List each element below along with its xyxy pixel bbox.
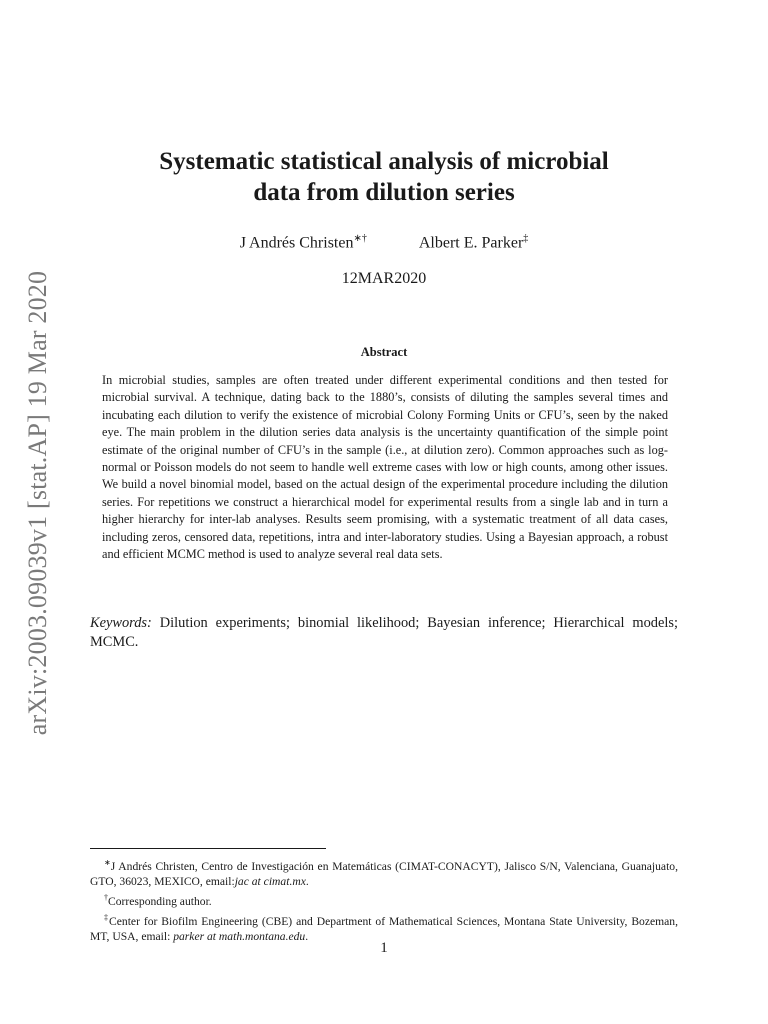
keywords-paragraph [90, 614, 678, 652]
footnote-3-email: parker at math.montana.edu [173, 929, 306, 943]
keywords-label: Keywords: [90, 615, 152, 631]
page-number: 1 [380, 940, 388, 956]
footnote-3-end: . [305, 929, 309, 943]
arxiv-identifier-stamp [18, 268, 58, 738]
footnote-3-text: Center for Biofilm Engineering (CBE) and Department of Mathematical Sciences, Montana State University, Bozeman, MT, USA, email: [90, 914, 678, 943]
title-line-2: data from dilution series [253, 179, 515, 206]
footnote-1-email: jac at cimat.mx [234, 875, 306, 889]
footnote-2-text: Corresponding author. [108, 894, 212, 908]
author-1-marks: ∗† [353, 233, 367, 244]
keywords-text: Dilution experiments; binomial likelihood; Bayesian inference; Hierarchical models; MCMC. [90, 615, 678, 650]
author-2-name: Albert E. Parker [418, 234, 524, 252]
paper-title [90, 146, 678, 208]
footnote-2-mark: † [104, 893, 108, 903]
title-line-1: Systematic statistical analysis of microbial [159, 148, 609, 175]
footnotes [90, 855, 678, 945]
footnote-3-mark: ‡ [104, 912, 110, 922]
footnote-1-mark: ∗ [104, 858, 111, 867]
footnote-1-end: . [305, 875, 309, 889]
abstract-body: In microbial studies, samples are often treated under different experimental conditions and then tested for microbial survival. A technique, dating back to the 1880’s, consists of diluting the samples several times and incubating each dilution to verify the existence of microbial Colony Forming Units or CFU’s, seen by the naked eye. The main problem in the dilution series data analysis is the uncertainty quantification of the simple point estimate of the original number of CFU’s in the sample (i.e., at dilution zero). Common approaches such as log-normal or Poisson models do not seem to handle well extreme cases with low or high counts, among other issues. We build a novel binomial model, based on the actual design of the experimental procedure including the dilution series. For repetitions we construct a hierarchical model for experimental results from a single lab and in turn a higher hierarchy for inter-lab analyses. Results seem promising, with a systematic treatment of all data cases, including zeros, censored data, repetitions, intra and inter-laboratory studies. Using a Bayesian approach, a robust and efficient MCMC method is used to analyze several real data sets. [102, 373, 668, 562]
paper-date: 12MAR2020 [341, 270, 427, 287]
author-2 [419, 233, 528, 252]
abstract-heading: Abstract [360, 345, 408, 359]
footnote-1 [90, 855, 678, 890]
footnote-2 [90, 890, 678, 909]
footnote-1-text: J Andrés Christen, Centro de Investigación en Matemáticas (CIMAT-CONACYT), Jalisco S/N, Valenciana, Guanajuato, GTO, 36023, MEXICO, email: [90, 859, 678, 889]
author-2-marks: ‡ [523, 233, 529, 244]
arxiv-identifier-text: arXiv:2003.09039v1 [stat.AP] 19 Mar 2020 [23, 270, 52, 736]
author-list [90, 233, 678, 252]
author-1 [240, 233, 367, 252]
author-1-name: J Andrés Christen [239, 234, 354, 252]
footnote-divider [90, 848, 326, 849]
